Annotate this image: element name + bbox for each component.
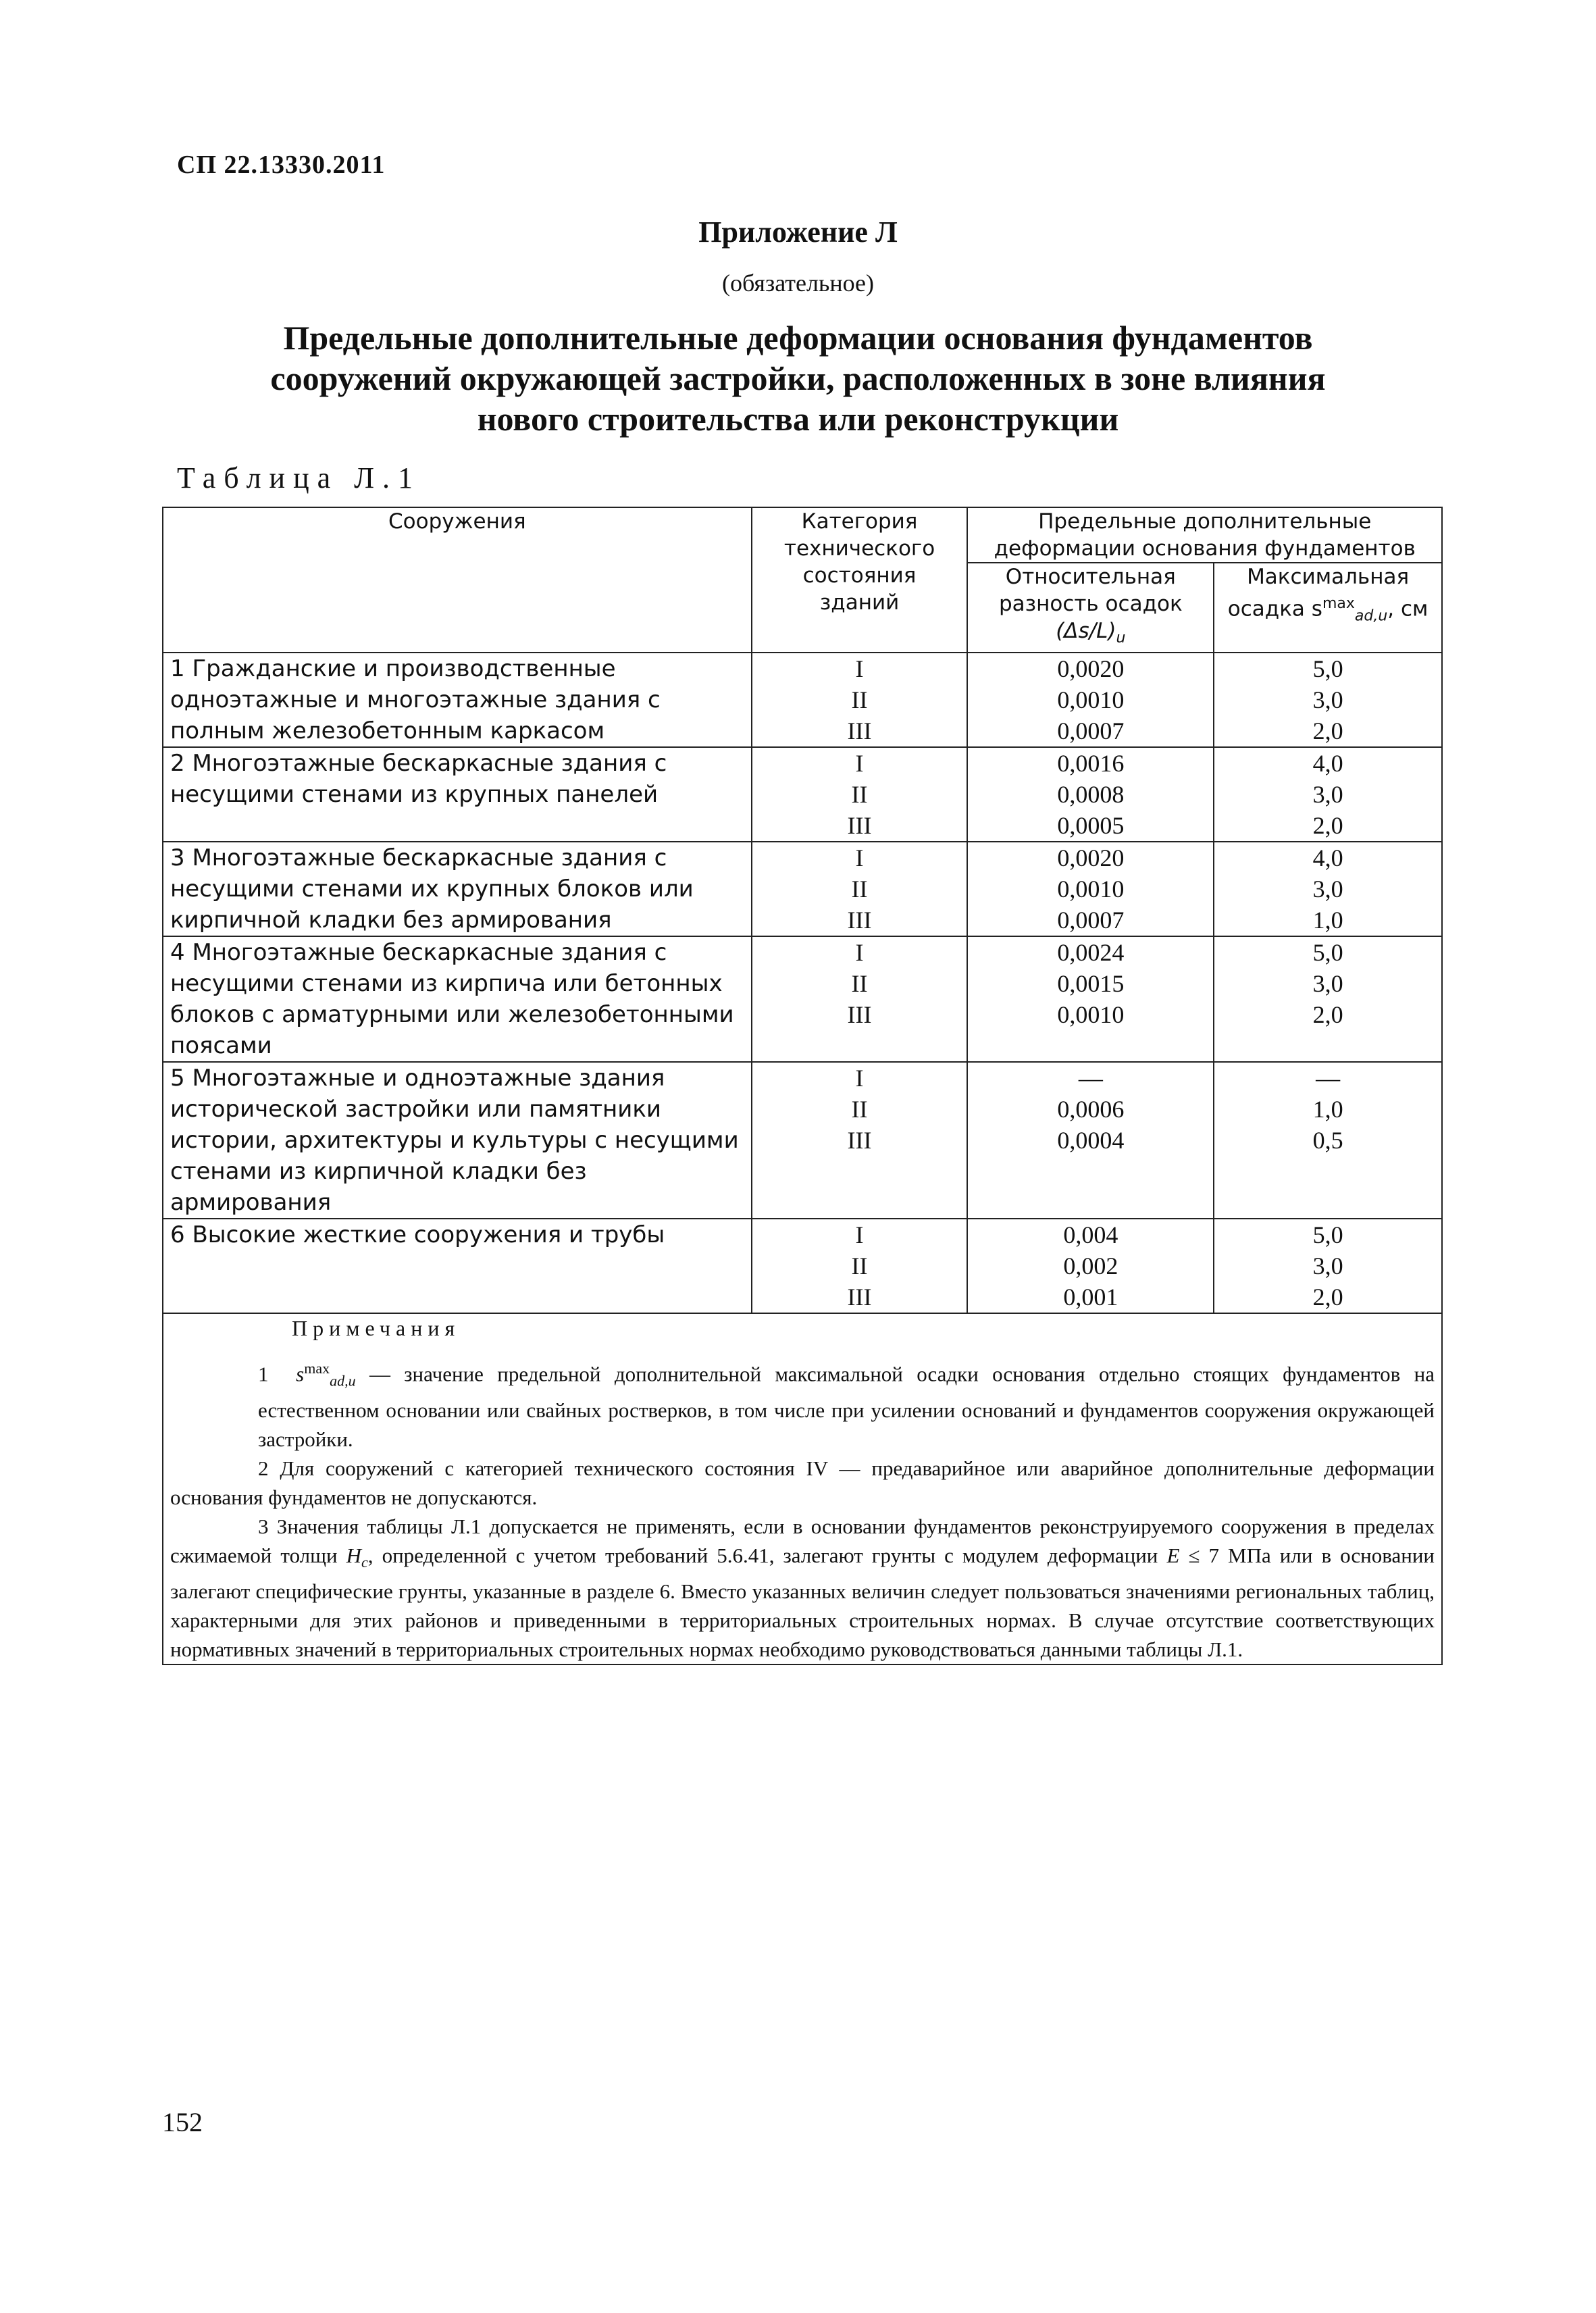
max-value: 0,5 <box>1312 1127 1343 1154</box>
note-3-e: E <box>1166 1543 1180 1567</box>
note-3-h-sub: c <box>361 1553 368 1571</box>
relative-value: 0,0010 <box>1057 875 1125 903</box>
relative-cell <box>967 842 1214 936</box>
note-3-text: , определенной с учетом требований 5.6.41, залегают грунты с модулем деформации <box>367 1543 1167 1567</box>
note-1-number: 1 <box>258 1362 269 1386</box>
header-relative-settlement <box>967 563 1214 653</box>
relative-cell <box>967 1062 1214 1219</box>
name-line: несущими стенами из кирпича или бетонных <box>170 970 723 998</box>
category-value: I <box>855 939 864 967</box>
category-value: II <box>851 1252 868 1280</box>
max-value: 4,0 <box>1312 750 1343 778</box>
max-value: 1,0 <box>1312 1096 1343 1123</box>
category-value: III <box>847 1127 872 1154</box>
header-category-line: состояния <box>802 563 917 588</box>
max-value: 5,0 <box>1312 655 1343 683</box>
max-cell <box>1214 747 1442 842</box>
header-relative-symbol <box>975 617 1206 652</box>
max-sub: ad,u <box>1354 607 1388 625</box>
relative-value: — <box>1078 1065 1103 1092</box>
structure-name <box>163 653 752 747</box>
header-structures: Сооружения <box>163 507 752 653</box>
header-relative-line: Относительная <box>1005 565 1176 589</box>
note-1-symbol: s <box>296 1362 305 1386</box>
name-line: 2 Многоэтажные бескаркасные здания с <box>170 750 667 778</box>
category-value: II <box>851 781 868 809</box>
max-cell <box>1214 1219 1442 1313</box>
category-value: II <box>851 686 868 714</box>
note-3-h: H <box>346 1543 362 1567</box>
structure-name <box>163 747 752 842</box>
header-category-line: Категория <box>801 509 918 534</box>
document-code: СП 22.13330.2011 <box>177 151 386 179</box>
category-cell <box>752 1062 968 1219</box>
max-value: 3,0 <box>1312 970 1343 998</box>
name-line: истории, архитектуры и культуры с несущими <box>170 1127 739 1154</box>
title-line: сооружений окружающей застройки, расположенных в зоне влияния <box>270 359 1326 397</box>
relative-cell <box>967 747 1214 842</box>
category-cell <box>752 842 968 936</box>
notes-title: Примечания <box>292 1316 461 1341</box>
relative-cell <box>967 653 1214 747</box>
relative-cell <box>967 936 1214 1062</box>
name-line: 4 Многоэтажные бескаркасные здания с <box>170 939 667 967</box>
header-limit-line: Предельные дополнительные <box>1038 509 1372 534</box>
relative-value: 0,004 <box>1063 1221 1118 1249</box>
category-cell <box>752 747 968 842</box>
name-line: армирования <box>170 1189 332 1217</box>
note-1-sub: ad,u <box>330 1372 356 1390</box>
title-line: Предельные дополнительные деформации основания фундаментов <box>283 319 1313 357</box>
max-value: 2,0 <box>1312 1001 1343 1029</box>
category-value: II <box>851 1096 868 1123</box>
page-number: 152 <box>162 2107 203 2137</box>
category-value: I <box>855 844 864 872</box>
max-unit: , см <box>1387 596 1428 621</box>
max-value: 3,0 <box>1312 875 1343 903</box>
note-2: 2 Для сооружений с категорией технического состояния IV — предаварийное или аварийное дополнительные деформации основания фундаментов не допускаются. <box>170 1456 1435 1509</box>
max-cell <box>1214 1062 1442 1219</box>
main-title <box>169 317 1427 439</box>
relative-value: 0,0020 <box>1057 844 1125 872</box>
table-caption: Таблица Л.1 <box>177 461 421 494</box>
relative-value: 0,002 <box>1063 1252 1118 1280</box>
relative-value: 0,0007 <box>1057 717 1125 745</box>
category-cell <box>752 936 968 1062</box>
relative-value: 0,0010 <box>1057 1001 1125 1029</box>
category-value: II <box>851 875 868 903</box>
header-category-line: технического <box>783 536 935 561</box>
name-line: исторической застройки или памятники <box>170 1096 662 1123</box>
relative-value: 0,0024 <box>1057 939 1125 967</box>
structure-name <box>163 1219 752 1313</box>
name-line: 3 Многоэтажные бескаркасные здания с <box>170 844 667 872</box>
relative-value: 0,0010 <box>1057 686 1125 714</box>
category-value: I <box>855 1221 864 1249</box>
max-value: 2,0 <box>1312 1283 1343 1311</box>
max-value: 2,0 <box>1312 717 1343 745</box>
max-value: 3,0 <box>1312 686 1343 714</box>
relative-value: 0,0005 <box>1057 812 1125 840</box>
name-line: 6 Высокие жесткие сооружения и трубы <box>170 1221 665 1249</box>
category-cell <box>752 1219 968 1313</box>
relative-value: 0,0008 <box>1057 781 1125 809</box>
name-line: 5 Многоэтажные и одноэтажные здания <box>170 1065 665 1092</box>
note-3 <box>170 1512 1435 1664</box>
notes-row <box>163 1313 1442 1664</box>
relative-value: 0,0004 <box>1057 1127 1125 1154</box>
relative-value: 0,001 <box>1063 1283 1118 1311</box>
max-value: 3,0 <box>1312 781 1343 809</box>
notes-cell <box>163 1313 1442 1664</box>
note-3-text: 3 Значения таблицы Л.1 допускается не применять, если в основании фундаментов реконструируемого сооружения в пределах сжимаемой толщи <box>170 1514 1435 1567</box>
category-cell <box>752 653 968 747</box>
max-value: 3,0 <box>1312 1252 1343 1280</box>
category-value: II <box>851 970 868 998</box>
header-max-formula <box>1221 590 1435 630</box>
structure-name <box>163 936 752 1062</box>
structure-name <box>163 1062 752 1219</box>
table-row <box>163 1219 1442 1313</box>
name-line: несущими стенами их крупных блоков или <box>170 875 694 903</box>
name-line: одноэтажные и многоэтажные здания с <box>170 686 661 714</box>
max-cell <box>1214 842 1442 936</box>
appendix-status: (обязательное) <box>722 270 874 297</box>
table-row <box>163 842 1442 936</box>
appendix-title: Приложение Л <box>698 215 898 249</box>
max-value: 2,0 <box>1312 812 1343 840</box>
name-line: блоков с арматурными или железобетонными <box>170 1001 734 1029</box>
max-value: 1,0 <box>1312 907 1343 934</box>
max-value: 5,0 <box>1312 1221 1343 1249</box>
relative-subscript: u <box>1116 630 1126 647</box>
max-cell <box>1214 936 1442 1062</box>
note-3-text: ≤ 7 МПа или в основании залегают специфические грунты, указанные в разделе 6. Вместо указанных величин следует пользоваться значениями региональных таблиц, характерными для этих районов и приведенными в территориальных строительных нормах. В случае отсутствие соответствующих нормативных значений в территориальных строительных нормах необходимо руководствоваться данными таблицы Л.1. <box>170 1543 1435 1661</box>
category-value: III <box>847 1001 872 1029</box>
relative-value: 0,0006 <box>1057 1096 1125 1123</box>
header-category <box>752 507 968 653</box>
category-value: III <box>847 812 872 840</box>
table-row <box>163 747 1442 842</box>
name-line: поясами <box>170 1032 272 1060</box>
table-row <box>163 1062 1442 1219</box>
table-row <box>163 653 1442 747</box>
category-value: I <box>855 1065 864 1092</box>
name-line: кирпичной кладки без армирования <box>170 907 612 934</box>
category-value: I <box>855 750 864 778</box>
category-value: III <box>847 907 872 934</box>
relative-symbol: (Δs/L) <box>1056 619 1116 643</box>
category-value: III <box>847 1283 872 1311</box>
note-1-sup: max <box>304 1360 330 1377</box>
relative-value: 0,0015 <box>1057 970 1125 998</box>
max-value: 4,0 <box>1312 844 1343 872</box>
header-max-settlement <box>1214 563 1442 653</box>
name-line: полным железобетонным каркасом <box>170 717 605 745</box>
note-1-text: — значение предельной дополнительной максимальной осадки основания отдельно стоящих фундаментов на естественном основании или свайных ростверков, в том числе при усилении оснований и фундаментов сооружения окружающей застройки. <box>258 1362 1435 1451</box>
category-value: III <box>847 717 872 745</box>
header-max-line: Максимальная <box>1247 565 1410 589</box>
max-sup: max <box>1322 595 1355 612</box>
header-category-line: зданий <box>819 590 900 615</box>
max-value: 5,0 <box>1312 939 1343 967</box>
category-value: I <box>855 655 864 683</box>
table-header-row <box>163 507 1442 563</box>
max-value: — <box>1316 1065 1341 1092</box>
relative-value: 0,0016 <box>1057 750 1125 778</box>
title-line: нового строительства или реконструкции <box>477 400 1119 438</box>
relative-value: 0,0007 <box>1057 907 1125 934</box>
note-1 <box>170 1354 1435 1454</box>
name-line: 1 Гражданские и производственные <box>170 655 616 683</box>
header-limit-deformations <box>967 507 1442 563</box>
structure-name <box>163 842 752 936</box>
name-line: несущими стенами из крупных панелей <box>170 781 659 809</box>
name-line: стенами из кирпичной кладки без <box>170 1158 587 1186</box>
header-relative-line: разность осадок <box>998 592 1183 616</box>
deformation-table <box>162 507 1443 1665</box>
relative-cell <box>967 1219 1214 1313</box>
header-limit-line: деформации основания фундаментов <box>994 536 1416 561</box>
table-row <box>163 936 1442 1062</box>
max-prefix: осадка s <box>1227 596 1322 621</box>
max-cell <box>1214 653 1442 747</box>
relative-value: 0,0020 <box>1057 655 1125 683</box>
